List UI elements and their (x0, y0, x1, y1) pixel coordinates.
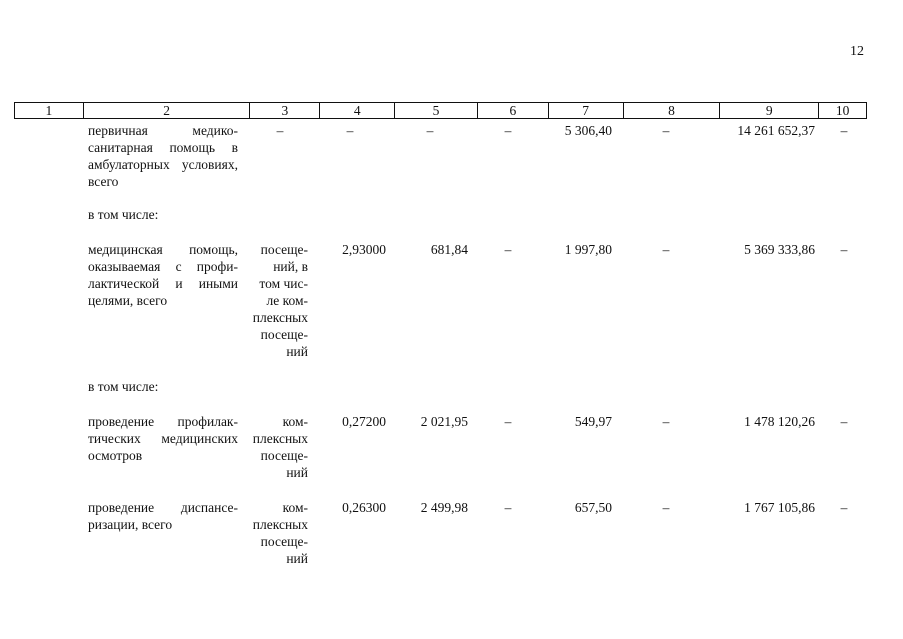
cell-c6: – (504, 500, 512, 515)
row-unit-line: плексных (252, 517, 308, 532)
row-name-line: оказываемая с профи- (88, 259, 238, 274)
row-unit (248, 413, 308, 481)
cell-c7: 5 306,40 (564, 123, 612, 138)
header-col-5: 5 (395, 103, 478, 118)
subheading: в том числе: (88, 207, 159, 222)
cell-c7: 1 997,80 (564, 242, 612, 257)
row-name-line: проведение диспансе- (88, 500, 238, 515)
header-col-1: 1 (15, 103, 84, 118)
row-name-line: лактической и иными (88, 276, 238, 291)
row-name-line: ризации, всего (88, 517, 173, 532)
cell-c6: – (504, 123, 512, 138)
subheading: в том числе: (88, 379, 159, 394)
header-col-2: 2 (84, 103, 251, 118)
row-unit-line: ний (286, 551, 308, 566)
cell-c10: – (840, 242, 848, 257)
header-col-7: 7 (549, 103, 624, 118)
cell-c10: – (840, 500, 848, 515)
cell-c8: – (662, 242, 670, 257)
row-unit-line: посеще- (260, 327, 308, 342)
row-unit (248, 499, 308, 567)
row-name-line: тических медицинских (88, 431, 238, 446)
page-number: 12 (850, 44, 864, 59)
cell-c9: 5 369 333,86 (744, 242, 815, 257)
cell-c8: – (662, 500, 670, 515)
header-col-10: 10 (835, 103, 850, 118)
row-unit-line: ний, в (273, 259, 308, 274)
cell-c10: – (840, 123, 848, 138)
cell-c10: – (840, 414, 848, 429)
cell-c7: 549,97 (574, 414, 612, 429)
cell-unit: – (276, 123, 284, 138)
row-name-line: амбулаторных условиях, (88, 157, 238, 172)
cell-c9: 1 767 105,86 (744, 500, 815, 515)
row-unit-line: том чис- (259, 276, 308, 291)
table-header-row (14, 102, 867, 119)
row-name (88, 499, 238, 533)
cell-c9: 1 478 120,26 (744, 414, 815, 429)
row-unit-line: посеще- (260, 448, 308, 463)
row-name-line: всего (88, 174, 119, 189)
row-name-line: медицинская помощь, (88, 242, 238, 257)
header-col-3: 3 (250, 103, 320, 118)
header-col-9: 9 (720, 103, 819, 118)
header-col-8: 8 (624, 103, 721, 118)
row-unit-line: плексных (252, 310, 308, 325)
header-col-6: 6 (478, 103, 549, 118)
cell-c4: 2,93000 (342, 242, 386, 257)
cell-c4: 0,26300 (342, 500, 386, 515)
cell-c8: – (662, 123, 670, 138)
cell-c6: – (504, 242, 512, 257)
cell-c5: 2 499,98 (420, 500, 468, 515)
row-name (88, 413, 238, 464)
row-name (88, 122, 238, 190)
cell-c5: 2 021,95 (420, 414, 468, 429)
row-unit-line: ком- (282, 414, 308, 429)
row-unit-line: плексных (252, 431, 308, 446)
cell-c4: 0,27200 (342, 414, 386, 429)
cell-c9: 14 261 652,37 (737, 123, 815, 138)
row-unit-line: ний (286, 344, 308, 359)
row-name-line: проведение профилак- (88, 414, 238, 429)
row-unit-line: ний (286, 465, 308, 480)
row-unit-line: посеще- (260, 534, 308, 549)
row-unit-line: ком- (282, 500, 308, 515)
cell-c5: – (426, 123, 434, 138)
cell-c7: 657,50 (574, 500, 612, 515)
row-name (88, 241, 238, 309)
row-unit-line: посеще- (260, 242, 308, 257)
row-unit-line: ле ком- (266, 293, 308, 308)
cell-c8: – (662, 414, 670, 429)
row-unit (248, 241, 308, 360)
row-name-line: санитарная помощь в (88, 140, 238, 155)
row-name-line: целями, всего (88, 293, 168, 308)
cell-c6: – (504, 414, 512, 429)
header-col-4: 4 (320, 103, 395, 118)
cell-c4: – (346, 123, 354, 138)
row-name-line: осмотров (88, 448, 143, 463)
row-name-line: первичная медико- (88, 123, 238, 138)
cell-c5: 681,84 (430, 242, 468, 257)
